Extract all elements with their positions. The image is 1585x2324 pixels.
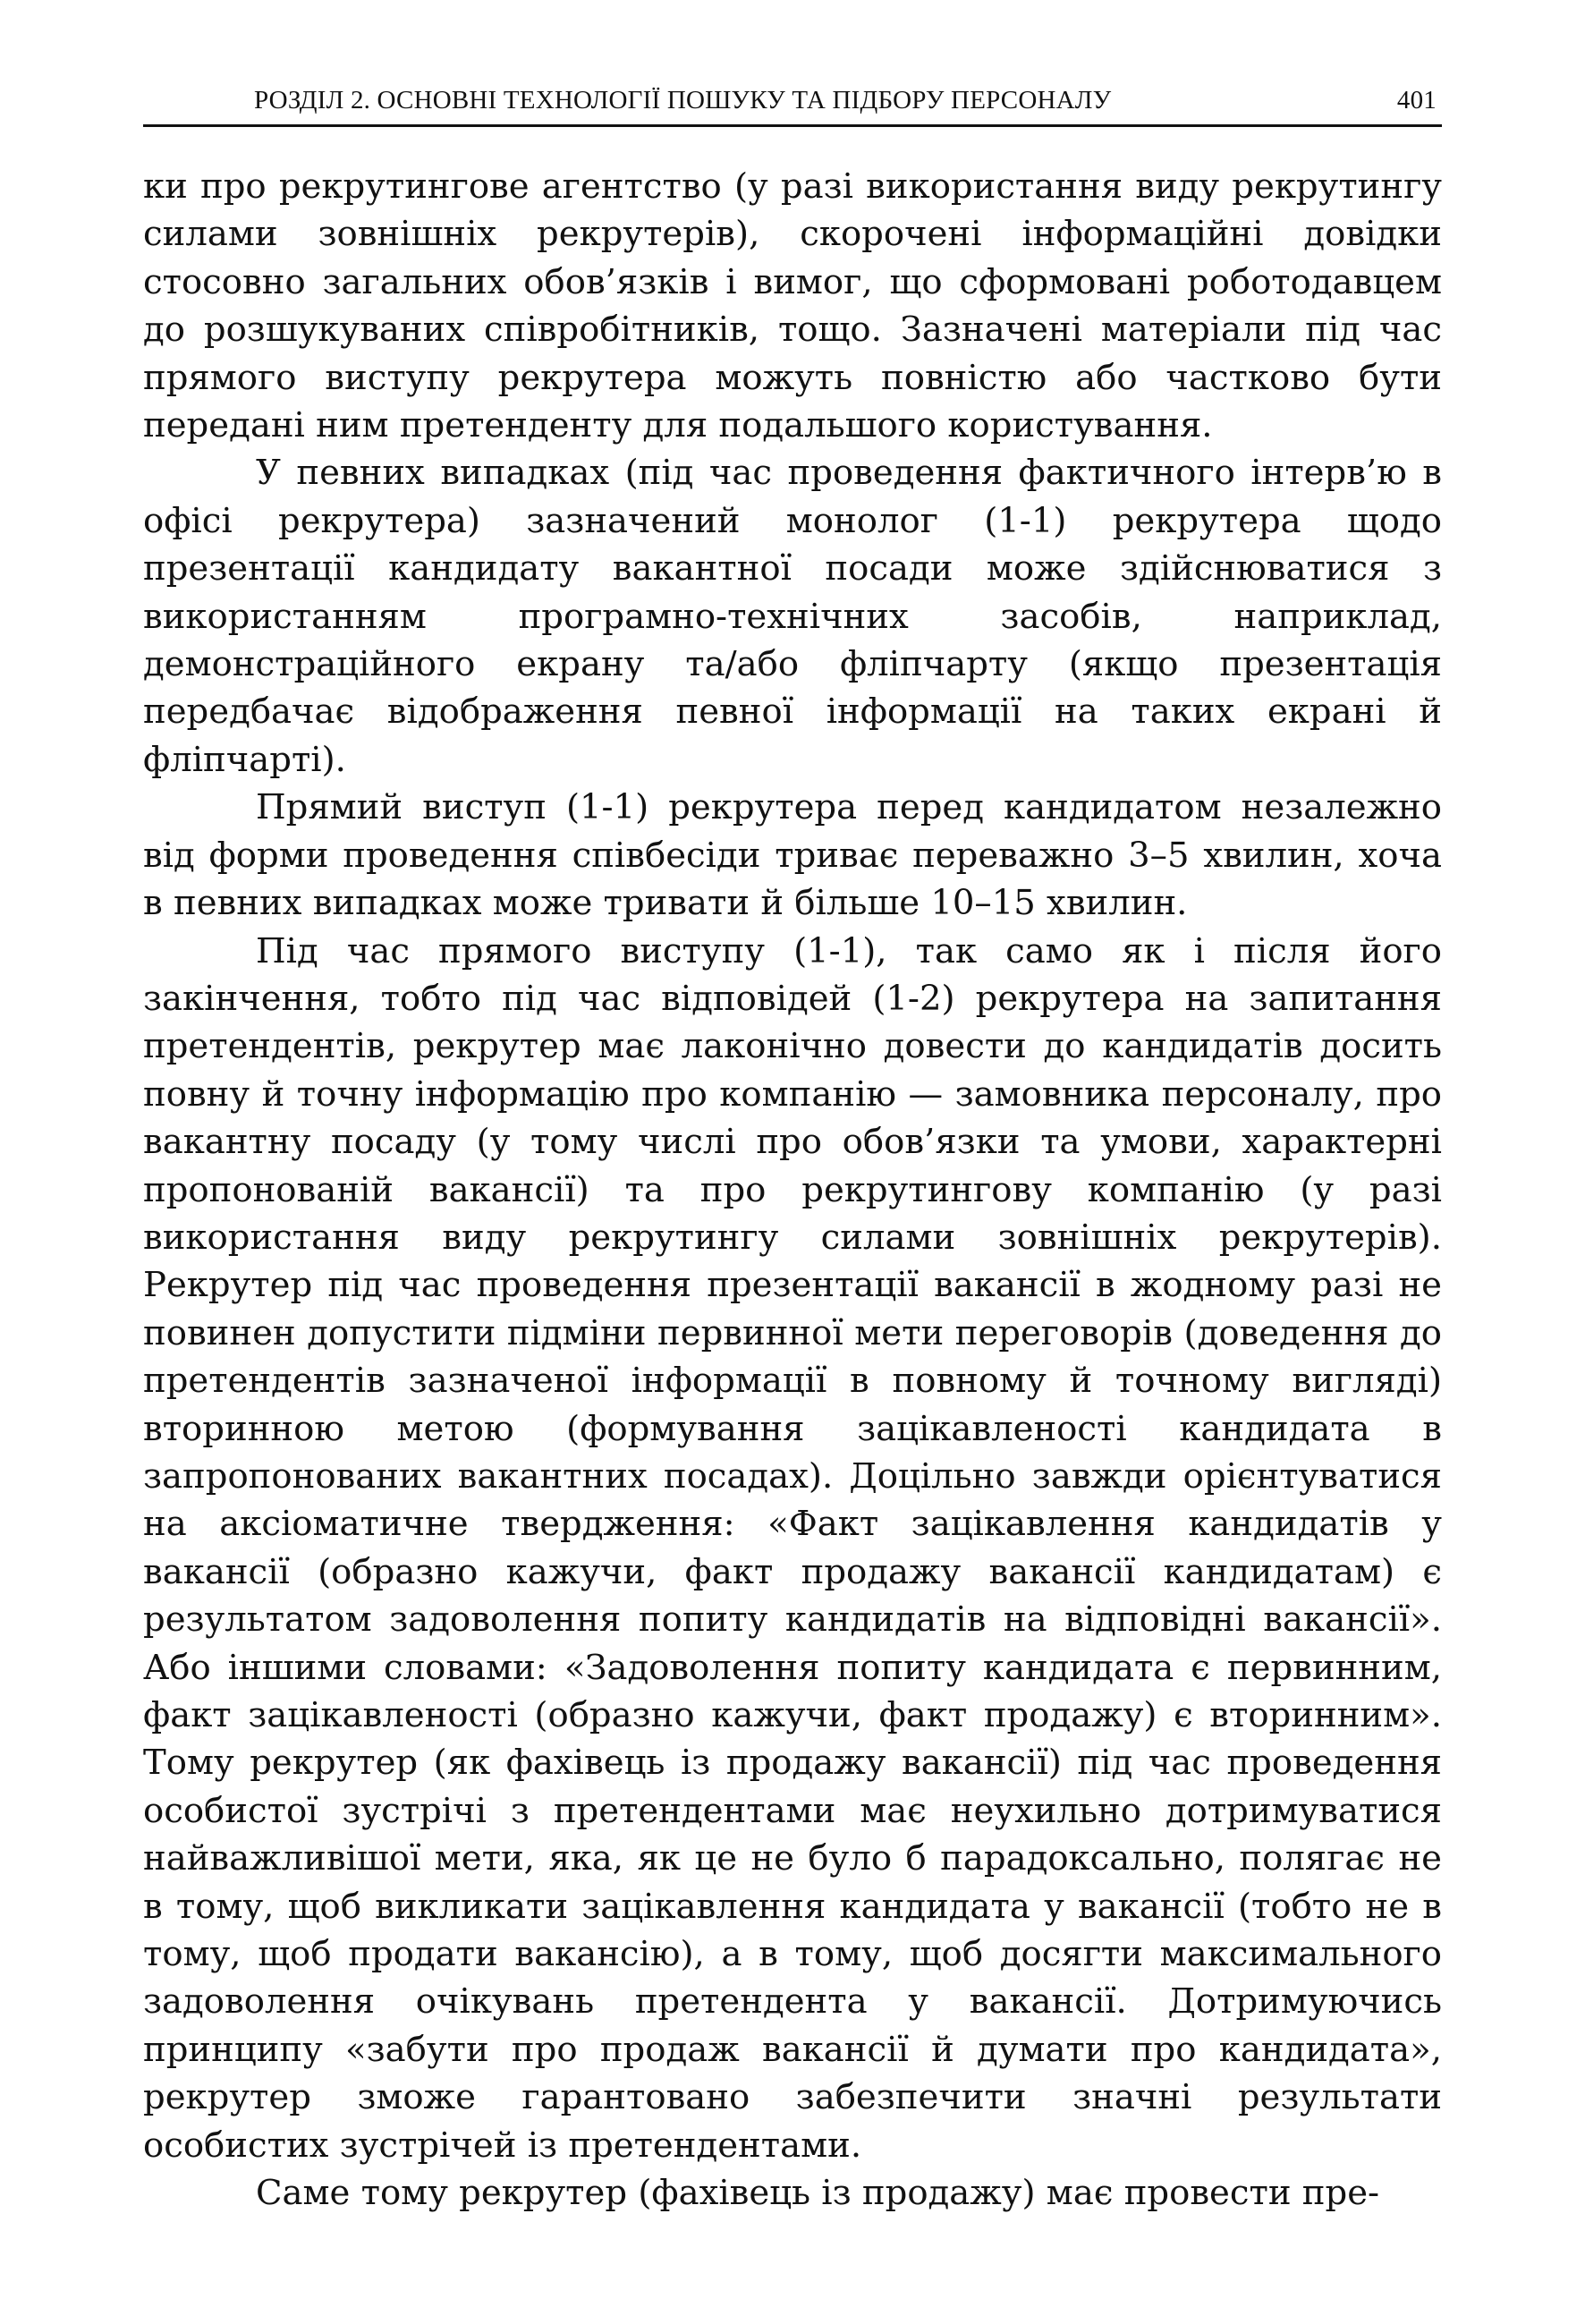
paragraph: Під час прямого виступу (1-1), так само як і після його закінчення, тобто під час відповідей (1-2) рекрутера на запитання претендентів, рекрутер має лаконічно довести до кандидатів досить повну й точну інформацію про компанію — замовника персоналу, про вакантну посаду (у тому числі про обов’язки та умови, характерні пропонованій вакансії) та про рекрутингову компанію (у разі використання виду рекрутингу силами зовнішніх рекрутерів). Рекрутер під час проведення презентації вакансії в жодному разі не повинен допустити підміни первинної мети переговорів (доведення до претендентів зазначеної інформації в повному й точному вигляді) вторинною метою (формування зацікавленості кандидата в запропонованих вакантних посадах). Доцільно завжди орієнтуватися на аксіоматичне твердження: «Факт зацікавлення кандидатів у вакансії (образно кажучи, факт продажу вакансії кандидатам) є результатом задоволення попиту кандидатів на відповідні вакансії». Або іншими словами: «Задоволення попиту кандидата є первинним, факт зацікавленості (образно кажучи, факт продажу) є вторинним». Тому рекрутер (як фахівець із продажу вакансії) під час проведення особистої зустрічі з претендентами має неухильно дотримуватися найважливішої мети, яка, як це не було б парадоксально, полягає не в тому, щоб викликати зацікавлення кандидата у вакансії (тобто не в тому, щоб продати вакансію), а в тому, щоб досягти максимального задоволення очікувань претендента у вакансії. Дотримуючись принципу «забути про продаж вакансії й думати про кандидата», рекрутер зможе гарантовано забезпечити значні результати особистих зустрічей із претендентами. xyxy=(143,930,1442,2166)
running-title: РОЗДІЛ 2. ОСНОВНІ ТЕХНОЛОГІЇ ПОШУКУ ТА ПІДБОРУ ПЕРСОНАЛУ xyxy=(254,86,1112,115)
paragraph: У певних випадках (під час проведення фактичного інтерв’ю в офісі рекрутера) зазначений монолог (1-1) рекрутера щодо презентації кандидату вакантної посади може здійснюватися з використанням програмно-технічних засобів, наприклад, демонстраційного екрану та/або фліпчарту (якщо презентація передбачає відображення певної інформації на таких екрані й фліпчарті). xyxy=(143,453,1442,780)
page-number: 401 xyxy=(1396,86,1437,115)
paragraph-continuation: ки про рекрутингове агентство (у разі використання виду рекрутингу силами зовнішніх рекрутерів), скорочені інформаційні довідки стосовно загальних обов’язків і вимог, що сформовані роботодавцем до розшукуваних співробітників, тощо. Зазначені матеріали під час прямого виступу рекрутера можуть повністю або частково бути передані ним претенденту для подальшого користування. xyxy=(143,166,1442,446)
running-header xyxy=(143,86,1442,127)
paragraph: Прямий виступ (1-1) рекрутера перед кандидатом незалежно від форми проведення співбесіди триває переважно 3–5 хвилин, хоча в певних випадках може тривати й більше 10–15 хвилин. xyxy=(143,787,1442,924)
body-text xyxy=(143,163,1442,2217)
document-page xyxy=(143,86,1442,2217)
paragraph: Саме тому рекрутер (фахівець із продажу) має провести пре- xyxy=(256,2173,1380,2214)
